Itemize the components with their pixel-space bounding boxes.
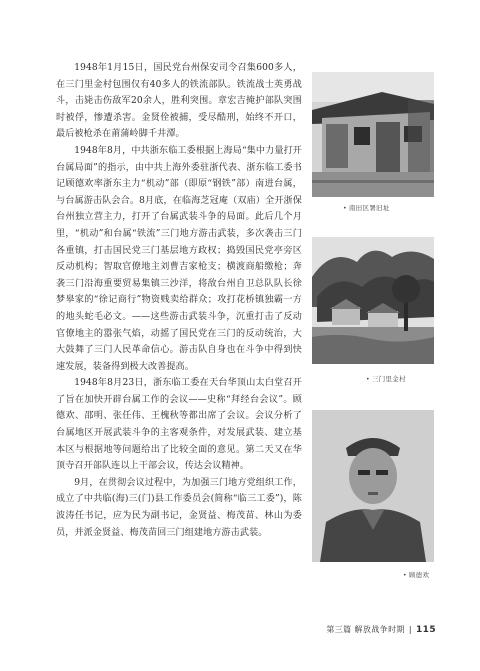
caption-text: 南田区署旧址: [348, 204, 390, 212]
photo-portrait: [312, 410, 434, 562]
page-footer: [326, 624, 436, 635]
paragraph-1: 1948年1月15日，国民党台州保安司令召集600多人，在三门里金村包围仅有40多人的铁流部队。铁流战士英勇战斗，击毙击伤敌军20余人，胜利突围。章宏吉掩护部队突围时被俘，惨遭杀害。金贤佺被捕，受尽酷刑，始终不开口，最后被枪杀在莆蒲岭脚千井潭。: [56, 63, 302, 140]
photo-village: [312, 237, 434, 364]
paragraph-2: 1948年8月，中共浙东临工委根据上海局“集中力量打开台属局面”的指示，由中共上海外委驻浙代表、浙东临工委书记顾德欢率浙东主力“机动”部（即原“钢铁”部）南进台属，与台属游击队会合。8月底，在临海芝冠庵（双庙）全开浙保台州独立营主力，打开了台属武装斗争的局面。此后几个月里，“机动”和台属“铁流”三门地方游击武装，多次袭击三门各重镇，打击国民党三门基层地方政权；捣毁国民党亭旁区反动机构；智取官僚地主刘曹吉家枪支；横渡商船缴枪；奔袭三门沿海重要贸易集镇三沙洋，将敌台州自卫总队队长徐梦皋家的“徐记商行”物资贱卖给群众；攻打花桥镇独霸一方的地头蛇毛必文。——这些游击武装斗争，沉重打击了反动官僚地主的嚣张气焰，动摇了国民党在三门的反动统治，大大鼓舞了三门人民革命信心。游击队自身也在斗争中得到快速发展，装备得到极大改善提高。: [56, 145, 302, 372]
photo-old-building: [312, 72, 434, 197]
body-text: [56, 60, 302, 541]
caption-text: 顾德欢: [408, 571, 430, 579]
paragraph-3: 1948年8月23日，浙东临工委在天台华顶山太白堂召开了旨在加快开辟台属工作的会议——史称“拜经台会议”。顾德欢、邵明、张任伟、王槐秋等都出席了会议。会议分析了台属地区开展武装斗争的主客观条件，对发展武装、建立基本区与根据地等问题给出了比较全面的意见。第二天又在华顶寺召开部队连以上干部会议，传达会议精神。: [56, 378, 302, 472]
footer-separator: |: [408, 625, 412, 634]
photo-caption: • 顾德欢: [403, 571, 430, 579]
caption-text: 三门里金村: [371, 375, 406, 383]
paragraph-4: 9月，在贯彻会议过程中，为加强三门地方党组织工作，成立了中共临(海)三(门)县工作委员会(简称“临三工委”)，陈波涛任书记，应为民为副书记，金贤益、梅茂苗、林山为委员，并派金贤益、梅茂苗回三门组建地方游击武装。: [56, 477, 302, 538]
page-number: 115: [416, 625, 436, 635]
section-title: 第三篇 解放战争时期: [326, 625, 405, 634]
photo-caption: • 三门里金村: [366, 375, 406, 383]
photo-caption: • 南田区署旧址: [343, 204, 390, 212]
